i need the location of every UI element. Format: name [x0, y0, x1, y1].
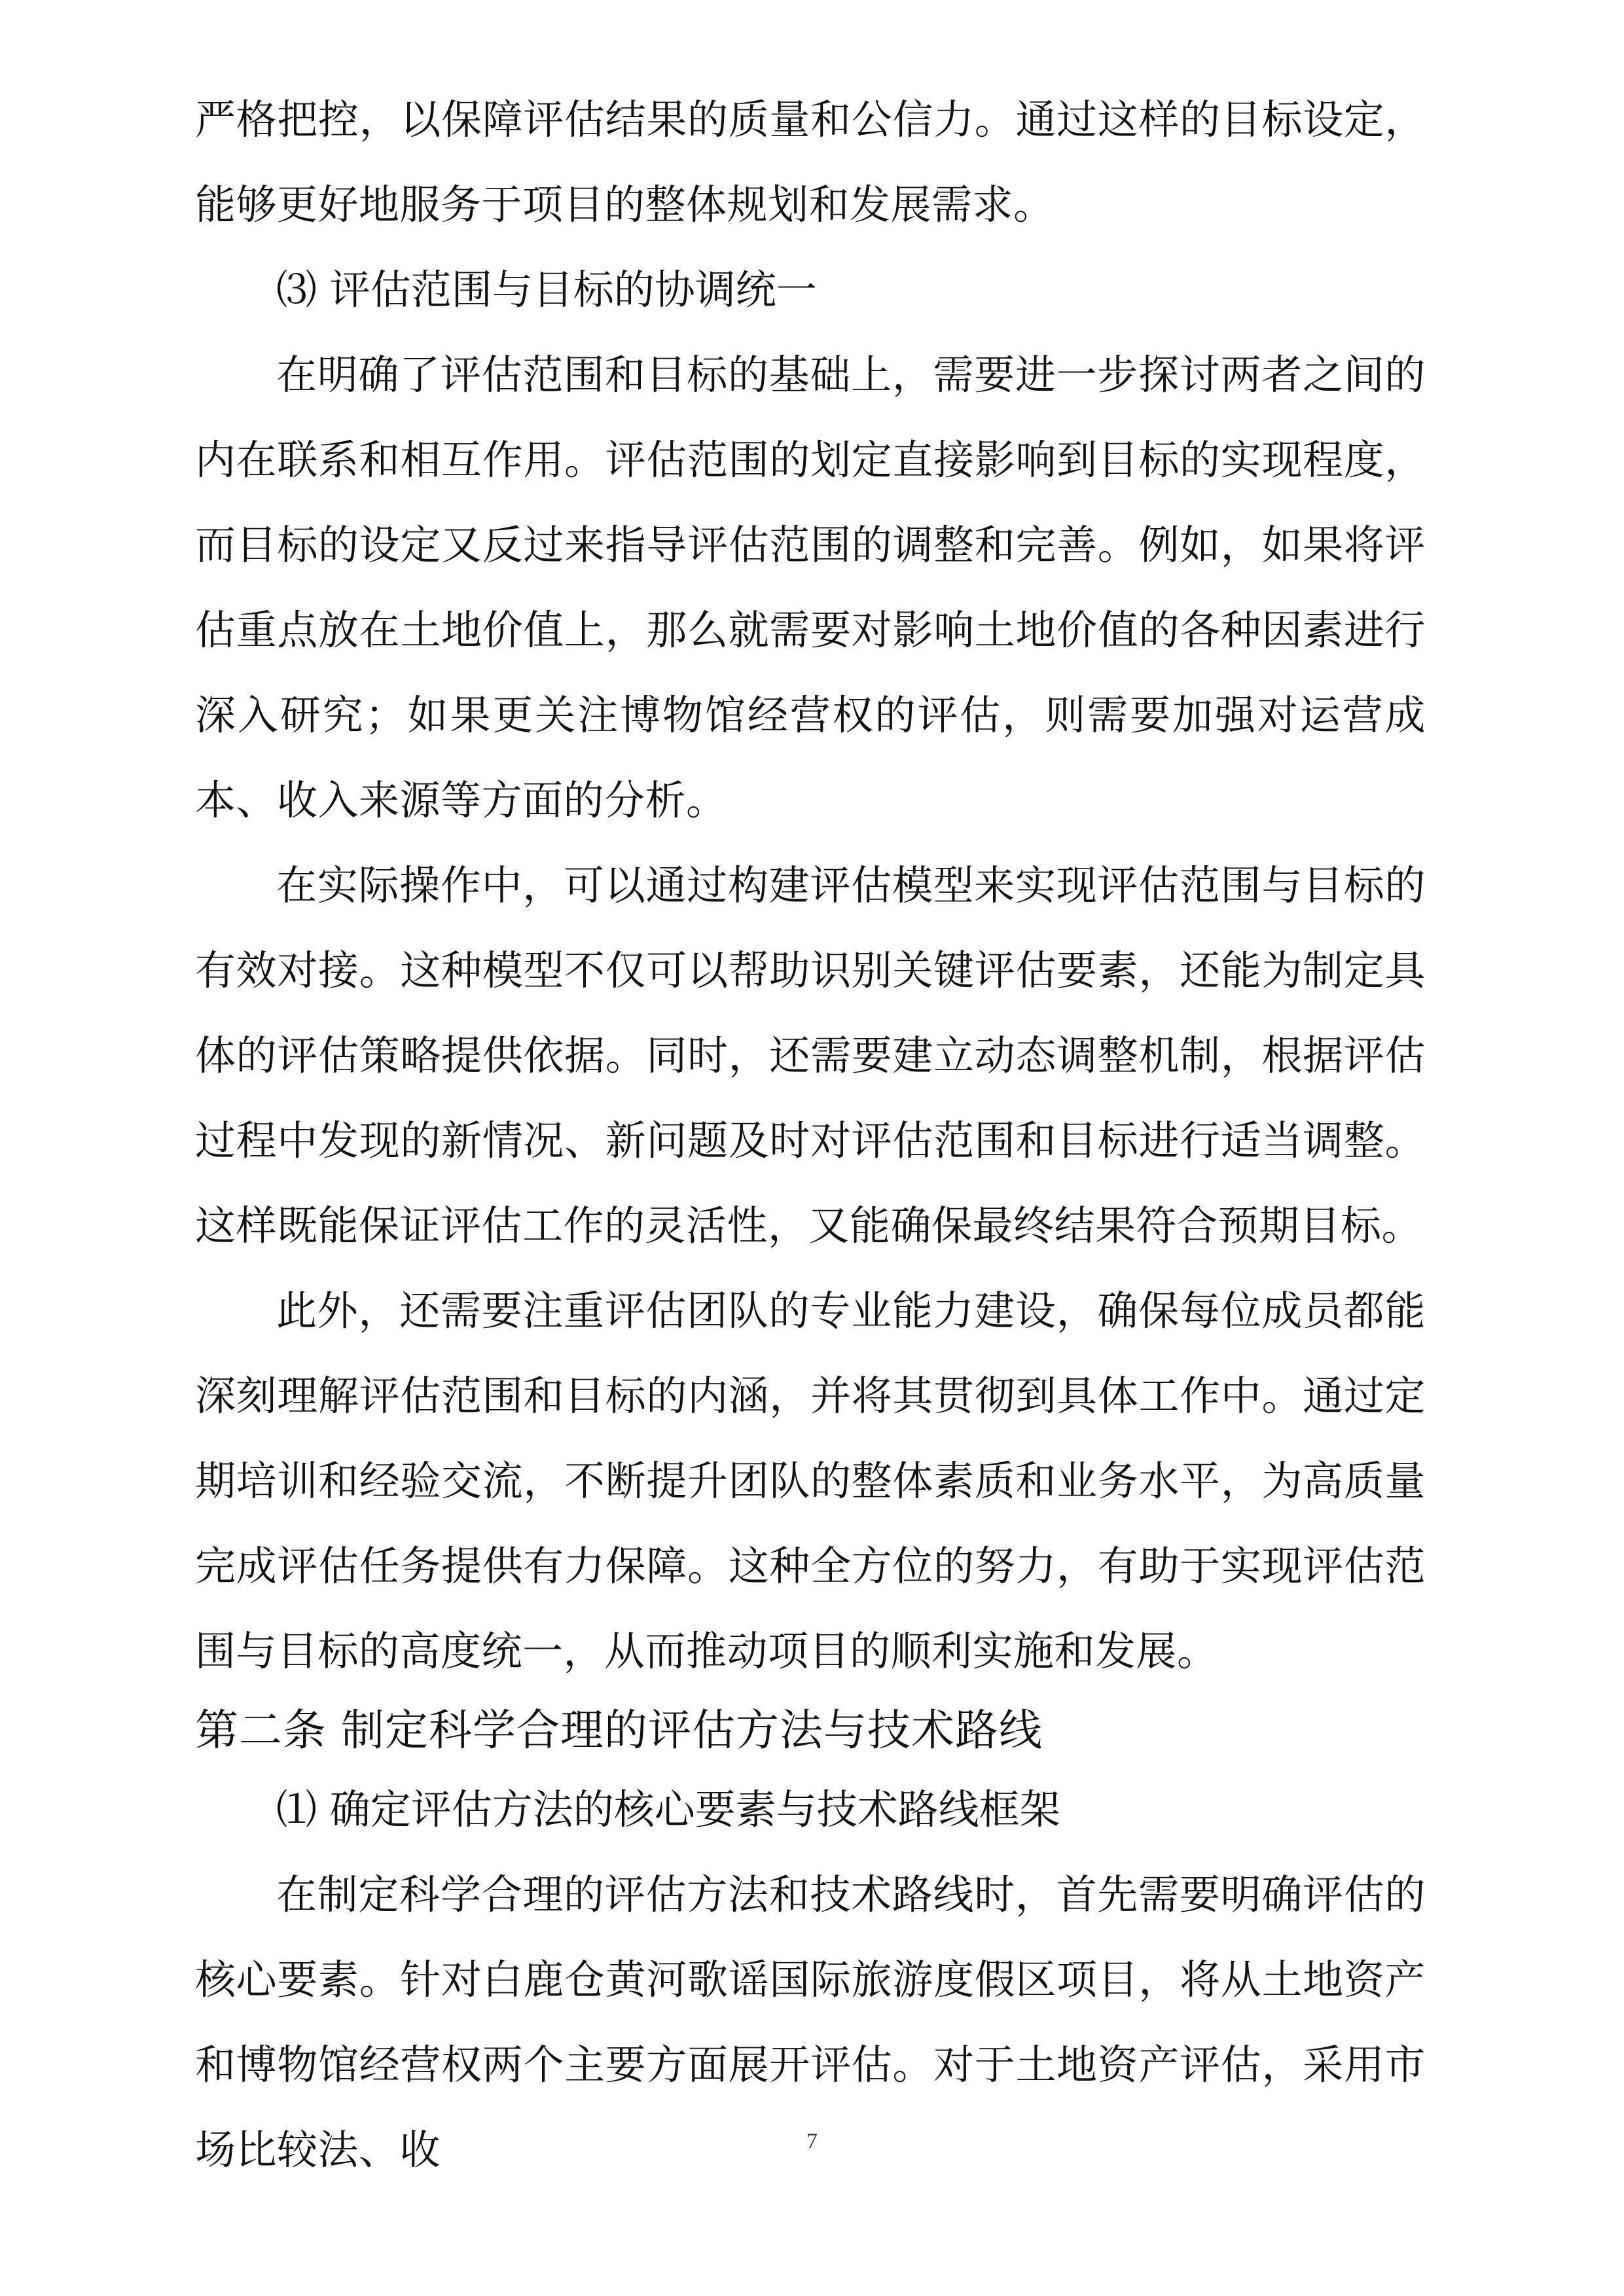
article-2-heading: 第二条 制定科学合理的评估方法与技术路线	[195, 1705, 1043, 1755]
body-paragraph-1: 在明确了评估范围和目标的基础上，需要进一步探讨两者之间的内在联系和相互作用。评估范围的划定直接影响到目标的实现程度，而目标的设定又反过来指导评估范围的调整和完善。例如，如果将评估重点放在土地价值上，那么就需要对影响土地价值的各种因素进行深入研究；如果更关注博物馆经营权的评估，则需要加强对运营成本、收入来源等方面的分析。	[195, 351, 1426, 824]
subsection-3-title: ⑶ 评估范围与目标的协调统一	[276, 266, 817, 314]
body-paragraph-4: 在制定科学合理的评估方法和技术路线时，首先需要明确评估的核心要素。针对白鹿仓黄河歌谣国际旅游度假区项目，将从土地资产和博物馆经营权两个主要方面展开评估。对于土地资产评估，采用市场比较法、收	[195, 1871, 1426, 2174]
continuation-paragraph: 严格把控，以保障评估结果的质量和公信力。通过这样的目标设定，能够更好地服务于项目的整体规划和发展需求。	[195, 96, 1426, 228]
subsection-1-title: ⑴ 确定评估方法的核心要素与技术路线框架	[276, 1785, 1060, 1833]
document-page	[195, 77, 1426, 2193]
body-paragraph-2: 在实际操作中，可以通过构建评估模型来实现评估范围与目标的有效对接。这种模型不仅可以帮助识别关键评估要素，还能为制定具体的评估策略提供依据。同时，还需要建立动态调整机制，根据评估过程中发现的新情况、新问题及时对评估范围和目标进行适当调整。这样既能保证评估工作的灵活性，又能确保最终结果符合预期目标。	[195, 861, 1426, 1249]
page-number: 7	[806, 2129, 818, 2153]
body-paragraph-3: 此外，还需要注重评估团队的专业能力建设，确保每位成员都能深刻理解评估范围和目标的内涵，并将其贯彻到具体工作中。通过定期培训和经验交流，不断提升团队的整体素质和业务水平，为高质量完成评估任务提供有力保障。这种全方位的努力，有助于实现评估范围与目标的高度统一，从而推动项目的顺利实施和发展。	[195, 1287, 1426, 1675]
